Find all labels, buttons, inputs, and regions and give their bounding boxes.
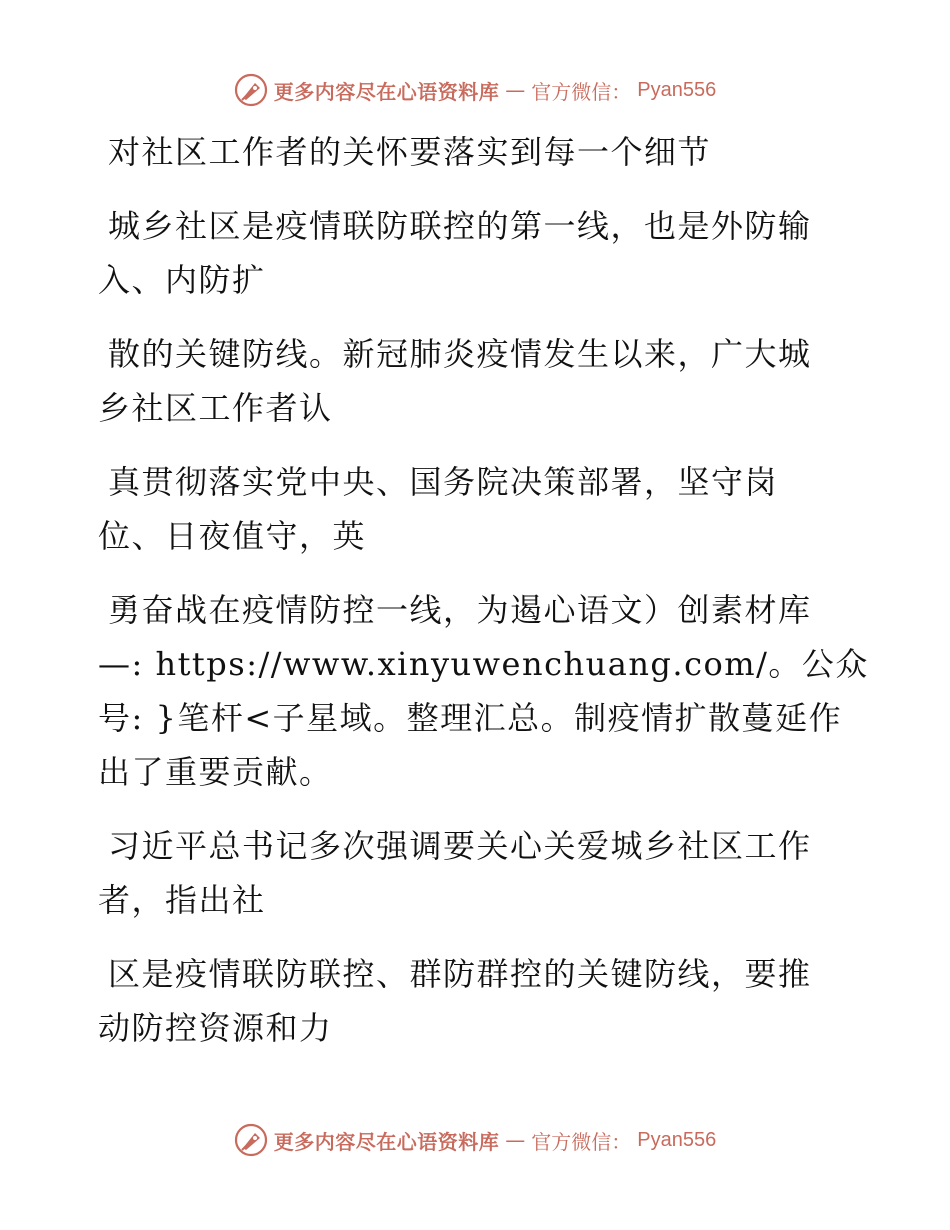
paragraph-line: 者，指出社 (98, 881, 266, 919)
document-body (98, 125, 869, 1055)
paragraph (98, 583, 869, 799)
paragraph (98, 455, 858, 563)
paragraph-line: 城乡社区是疫情联防联控的第一线，也是外防输 (108, 207, 812, 245)
paragraph-line: 位、日夜值守，英 (98, 517, 367, 555)
paragraph-line: 乡社区工作者认 (98, 389, 333, 427)
watermark-header (0, 70, 950, 110)
watermark-footer (0, 1120, 950, 1160)
title-text: 对社区工作者的关怀要落实到每一个细节 (108, 133, 712, 171)
paragraph-line: 号: }笔杆<子星域。整理汇总。制疫情扩散蔓延作 (98, 699, 843, 737)
watermark-separator: — (505, 78, 526, 102)
paragraph (98, 819, 858, 927)
paragraph-line: 出了重要贡献。 (98, 753, 333, 791)
paragraph-line: 区是疫情联防联控、群防群控的关键防线，要推 (108, 955, 812, 993)
paragraph-line: 散的关键防线。新冠肺炎疫情发生以来，广大城 (108, 335, 812, 373)
pen-nib-seal-icon (234, 73, 268, 107)
watermark-contact-id: Pyan556 (637, 78, 717, 101)
paragraph (98, 947, 858, 1055)
paragraph-line: —: https://www.xinyuwenchuang.com/。公众 (98, 645, 869, 683)
watermark-separator: — (505, 1128, 526, 1152)
paragraph-line: 勇奋战在疫情防控一线，为遏心语文）创素材库 (108, 591, 812, 629)
paragraph (98, 199, 858, 307)
watermark-text: 更多内容尽在心语资料库 (273, 1129, 500, 1154)
document-title (98, 125, 858, 179)
watermark-text: 更多内容尽在心语资料库 (273, 79, 500, 104)
pen-nib-seal-icon (234, 1123, 268, 1157)
paragraph-line: 入、内防扩 (98, 261, 266, 299)
watermark-contact-label: 官方微信： (531, 1129, 632, 1154)
watermark-contact-label: 官方微信： (531, 79, 632, 104)
watermark-contact-id: Pyan556 (637, 1128, 717, 1151)
paragraph-line: 习近平总书记多次强调要关心关爱城乡社区工作 (108, 827, 812, 865)
paragraph-line: 动防控资源和力 (98, 1009, 333, 1047)
paragraph (98, 327, 858, 435)
paragraph-line: 真贯彻落实党中央、国务院决策部署，坚守岗 (108, 463, 779, 501)
